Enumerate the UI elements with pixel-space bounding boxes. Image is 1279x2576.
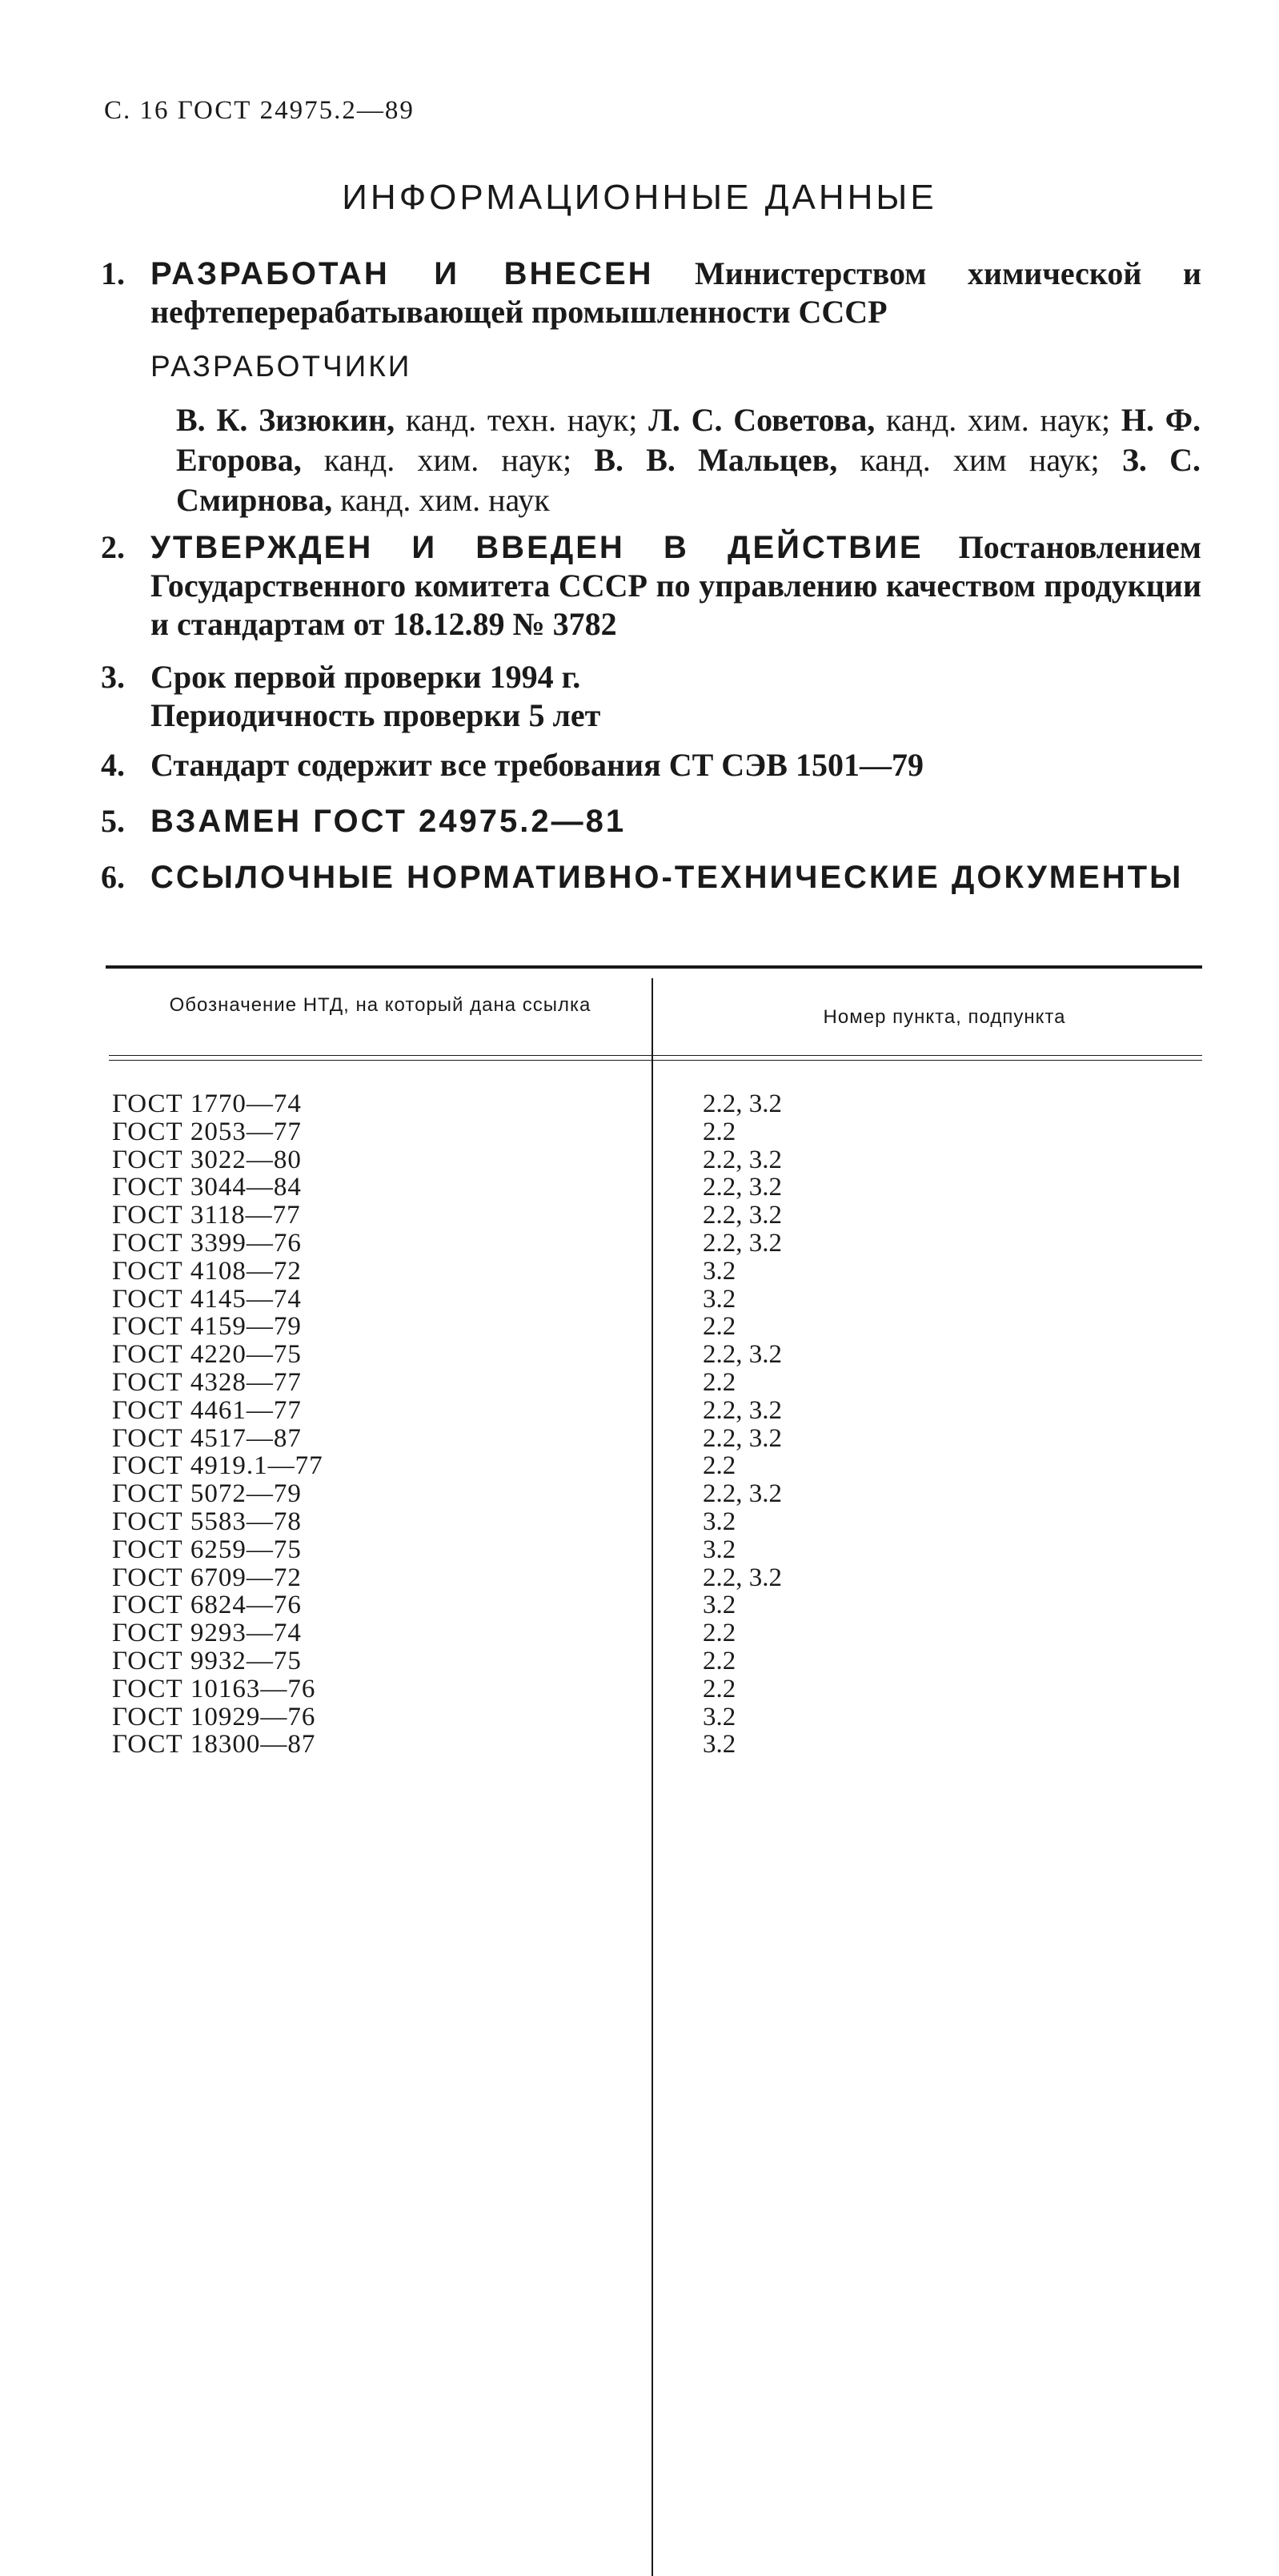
info-item-1: [101, 255, 1201, 331]
item-text: Стандарт содержит все требования СТ СЭВ 1501—79: [150, 747, 924, 783]
table-cell-clause: 2.2, 3.2: [703, 1423, 782, 1453]
developer-degree: канд. хим наук;: [860, 442, 1100, 478]
item-text: ВЗАМЕН ГОСТ 24975.2—81: [150, 804, 627, 839]
table-row: [0, 1731, 1279, 1759]
table-row: [0, 1090, 1279, 1118]
table-header-clause: Номер пункта, подпункта: [823, 1006, 1066, 1028]
table-row: [0, 1230, 1279, 1258]
table-row: [0, 1313, 1279, 1341]
table-cell-document: ГОСТ 4145—74: [112, 1284, 302, 1314]
item-body: [150, 658, 1201, 735]
table-row: [0, 1258, 1279, 1286]
table-cell-clause: 2.2: [703, 1367, 736, 1397]
table-body: [0, 1090, 1279, 1759]
item-text: Постановлением Государственного комитета СССР по управлению качеством продукции и стандартам от 18.12.89 № 3782: [150, 529, 1201, 642]
table-header-document: Обозначение НТД, на который дана ссылка: [169, 994, 591, 1016]
item-text: ССЫЛОЧНЫЕ НОРМАТИВНО-ТЕХНИЧЕСКИЕ ДОКУМЕНТЫ: [150, 860, 1184, 895]
item-lead: РАЗРАБОТАН И ВНЕСЕН: [150, 256, 654, 291]
table-row: [0, 1564, 1279, 1592]
table-cell-document: ГОСТ 4517—87: [112, 1423, 302, 1453]
item-line: Периодичность проверки 5 лет: [150, 697, 601, 733]
table-cell-clause: 2.2, 3.2: [703, 1340, 782, 1370]
item-lead: УТВЕРЖДЕН И ВВЕДЕН В ДЕЙСТВИЕ: [150, 530, 924, 565]
developers-list: [176, 400, 1201, 520]
item-body: [150, 255, 1201, 331]
table-cell-clause: 3.2: [703, 1284, 736, 1314]
item-number: 1.: [101, 255, 125, 291]
table-cell-clause: 2.2, 3.2: [703, 1563, 782, 1592]
table-row: [0, 1174, 1279, 1202]
item-line: Срок первой проверки 1994 г.: [150, 659, 581, 695]
developer-degree: канд. хим. наук: [340, 482, 550, 518]
item-number: 3.: [101, 659, 125, 695]
table-top-rule: [106, 965, 1202, 969]
table-cell-document: ГОСТ 6824—76: [112, 1591, 302, 1620]
table-cell-clause: 2.2: [703, 1117, 736, 1146]
info-item-4: [101, 746, 1201, 784]
info-item-6: [101, 858, 1205, 897]
table-cell-document: ГОСТ 1770—74: [112, 1089, 302, 1118]
table-cell-clause: 2.2, 3.2: [703, 1089, 782, 1118]
table-cell-clause: 2.2: [703, 1312, 736, 1342]
table-cell-clause: 2.2, 3.2: [703, 1228, 782, 1258]
table-cell-clause: 2.2, 3.2: [703, 1395, 782, 1425]
table-row: [0, 1647, 1279, 1675]
table-cell-document: ГОСТ 4461—77: [112, 1395, 302, 1425]
item-number: 4.: [101, 747, 125, 783]
table-cell-document: ГОСТ 18300—87: [112, 1730, 316, 1759]
table-row: [0, 1480, 1279, 1508]
table-cell-clause: 3.2: [703, 1730, 736, 1759]
table-row: [0, 1508, 1279, 1536]
table-cell-document: ГОСТ 4328—77: [112, 1367, 302, 1397]
table-row: [0, 1452, 1279, 1480]
document-title: ИНФОРМАЦИОННЫЕ ДАННЫЕ: [342, 178, 937, 217]
table-cell-document: ГОСТ 3044—84: [112, 1173, 302, 1202]
table-cell-clause: 2.2: [703, 1674, 736, 1703]
info-item-2: [101, 528, 1201, 644]
table-cell-clause: 2.2, 3.2: [703, 1145, 782, 1174]
table-cell-document: ГОСТ 9293—74: [112, 1619, 302, 1648]
info-item-5: [101, 802, 1201, 841]
table-row: [0, 1369, 1279, 1397]
table-cell-document: ГОСТ 3399—76: [112, 1228, 302, 1258]
table-cell-document: ГОСТ 6259—75: [112, 1535, 302, 1564]
table-cell-document: ГОСТ 4159—79: [112, 1312, 302, 1342]
page-header: С. 16 ГОСТ 24975.2—89: [104, 96, 415, 125]
developer-name: Н. Ф. Егорова,: [176, 402, 1201, 478]
table-row: [0, 1536, 1279, 1564]
table-row: [0, 1425, 1279, 1453]
developer-degree: канд. хим. наук;: [323, 442, 572, 478]
table-cell-document: ГОСТ 4220—75: [112, 1340, 302, 1370]
developer-name: З. С. Смирнова,: [176, 442, 1201, 518]
table-cell-document: ГОСТ 3118—77: [112, 1201, 301, 1230]
table-row: [0, 1286, 1279, 1314]
table-cell-document: ГОСТ 2053—77: [112, 1117, 302, 1146]
table-cell-document: ГОСТ 10929—76: [112, 1702, 316, 1731]
table-row: [0, 1675, 1279, 1703]
table-cell-document: ГОСТ 5072—79: [112, 1479, 302, 1509]
table-cell-clause: 2.2, 3.2: [703, 1201, 782, 1230]
item-number: 6.: [101, 859, 125, 895]
item-text: Министерством химической и нефтеперерабатывающей промышленности СССР: [150, 255, 1202, 330]
table-row: [0, 1118, 1279, 1146]
table-row: [0, 1591, 1279, 1619]
table-cell-clause: 2.2: [703, 1646, 736, 1675]
table-cell-clause: 2.2, 3.2: [703, 1173, 782, 1202]
item-body: [150, 528, 1201, 644]
table-row: [0, 1619, 1279, 1647]
table-cell-document: ГОСТ 3022—80: [112, 1145, 302, 1174]
developer-degree: канд. техн. наук;: [405, 402, 638, 438]
item-number: 2.: [101, 529, 125, 565]
table-cell-clause: 2.2: [703, 1451, 736, 1481]
info-item-3: [101, 658, 1201, 735]
table-header-rule: [109, 1055, 1202, 1061]
table-row: [0, 1202, 1279, 1230]
table-cell-clause: 3.2: [703, 1256, 736, 1286]
table-cell-document: ГОСТ 10163—76: [112, 1674, 316, 1703]
table-cell-document: ГОСТ 4108—72: [112, 1256, 302, 1286]
table-cell-clause: 3.2: [703, 1702, 736, 1731]
table-row: [0, 1341, 1279, 1369]
table-cell-document: ГОСТ 5583—78: [112, 1507, 302, 1536]
table-cell-document: ГОСТ 4919.1—77: [112, 1451, 323, 1481]
developer-name: В. К. Зизюкин,: [176, 402, 395, 438]
developers-heading: РАЗРАБОТЧИКИ: [150, 350, 412, 383]
table-cell-clause: 3.2: [703, 1507, 736, 1536]
table-cell-document: ГОСТ 6709—72: [112, 1563, 302, 1592]
developer-name: Л. С. Советова,: [648, 402, 876, 438]
developer-degree: канд. хим. наук;: [885, 402, 1111, 438]
table-cell-document: ГОСТ 9932—75: [112, 1646, 302, 1675]
table-row: [0, 1703, 1279, 1731]
table-cell-clause: 3.2: [703, 1535, 736, 1564]
developer-name: В. В. Мальцев,: [594, 442, 838, 478]
table-row: [0, 1397, 1279, 1425]
table-cell-clause: 2.2, 3.2: [703, 1479, 782, 1509]
table-cell-clause: 3.2: [703, 1591, 736, 1620]
item-number: 5.: [101, 803, 125, 839]
table-row: [0, 1146, 1279, 1174]
table-cell-clause: 2.2: [703, 1619, 736, 1648]
